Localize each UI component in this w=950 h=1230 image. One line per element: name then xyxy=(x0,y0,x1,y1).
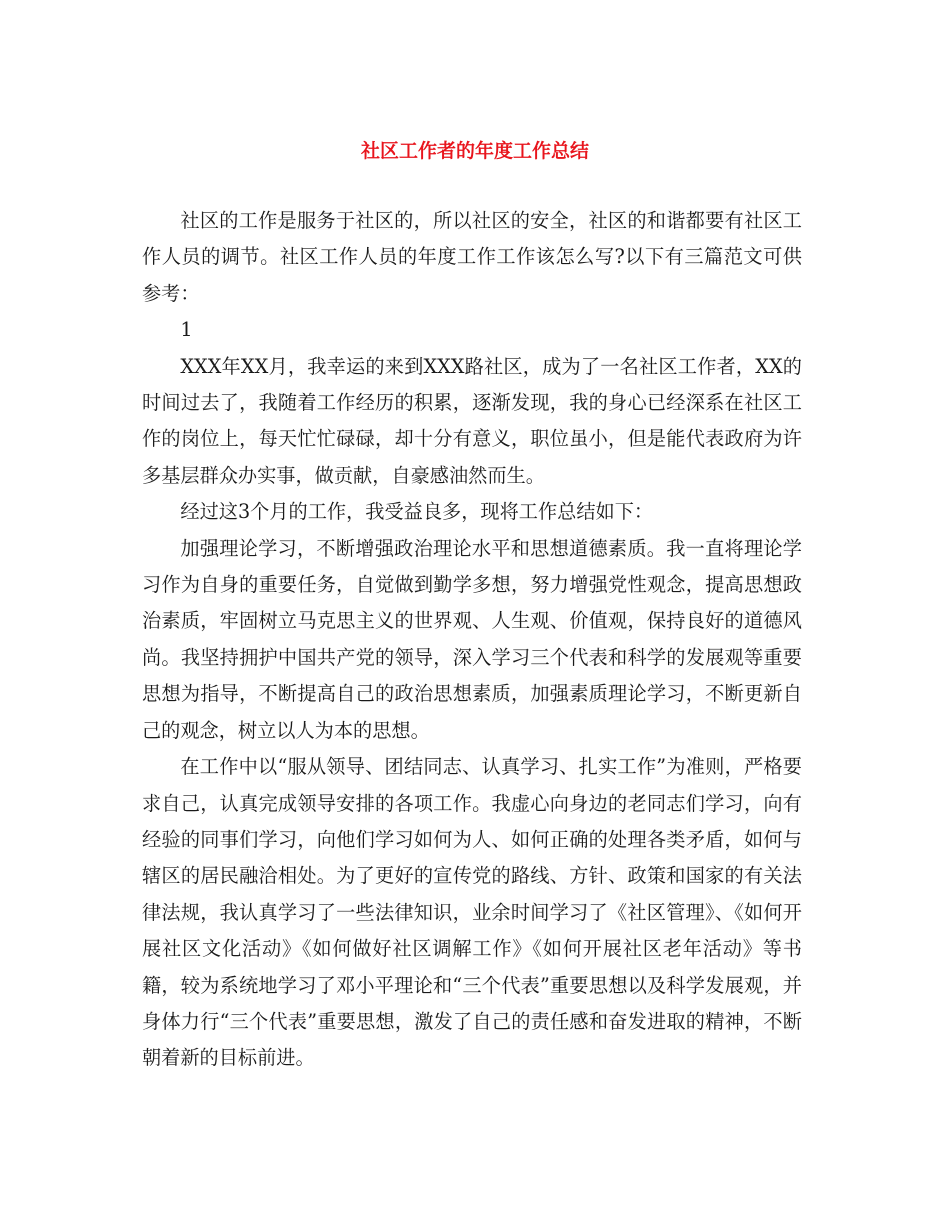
intro-paragraph: 社区的工作是服务于社区的，所以社区的安全，社区的和谐都要有社区工作人员的调节。社区工作人员的年度工作工作该怎么写?以下有三篇范文可供参考： xyxy=(142,209,802,305)
body-paragraph: 加强理论学习，不断增强政治理论水平和思想道德素质。我一直将理论学习作为自身的重要任务，自觉做到勤学多想，努力增强党性观念，提高思想政治素质，牢固树立马克思主义的世界观、人生观、价值观，保持良好的道德风尚。我坚持拥护中国共产党的领导，深入学习三个代表和科学的发展观等重要思想为指导，不断提高自己的政治思想素质，加强素质理论学习，不断更新自己的观念，树立以人为本的思想。 xyxy=(142,536,802,742)
document-body xyxy=(142,203,802,1077)
section-number: 1 xyxy=(180,318,193,342)
body-paragraph: 经过这3个月的工作，我受益良多，现将工作总结如下： xyxy=(180,500,654,524)
body-paragraph: 在工作中以“服从领导、团结同志、认真学习、扎实工作”为准则，严格要求自己，认真完成领导安排的各项工作。我虚心向身边的老同志们学习，向有经验的同事们学习，向他们学习如何为人、如何正确的处理各类矛盾，如何与辖区的居民融洽相处。为了更好的宣传党的路线、方针、政策和国家的有关法律法规，我认真学习了一些法律知识，业余时间学习了《社区管理》、《如何开展社区文化活动》《如何做好社区调解工作》《如何开展社区老年活动》等书籍，较为系统地学习了邓小平理论和“三个代表”重要思想以及科学发展观，并身体力行“三个代表”重要思想，激发了自己的责任感和奋发进取的精神，不断朝着新的目标前进。 xyxy=(142,755,802,1070)
body-paragraph: XXX年XX月，我幸运的来到XXX路社区，成为了一名社区工作者，XX的时间过去了，我随着工作经历的积累，逐渐发现，我的身心已经深系在社区工作的岗位上，每天忙忙碌碌，却十分有意义，职位虽小，但是能代表政府为许多基层群众办实事，做贡献，自豪感油然而生。 xyxy=(142,354,802,487)
document-title: 社区工作者的年度工作总结 xyxy=(360,140,589,162)
